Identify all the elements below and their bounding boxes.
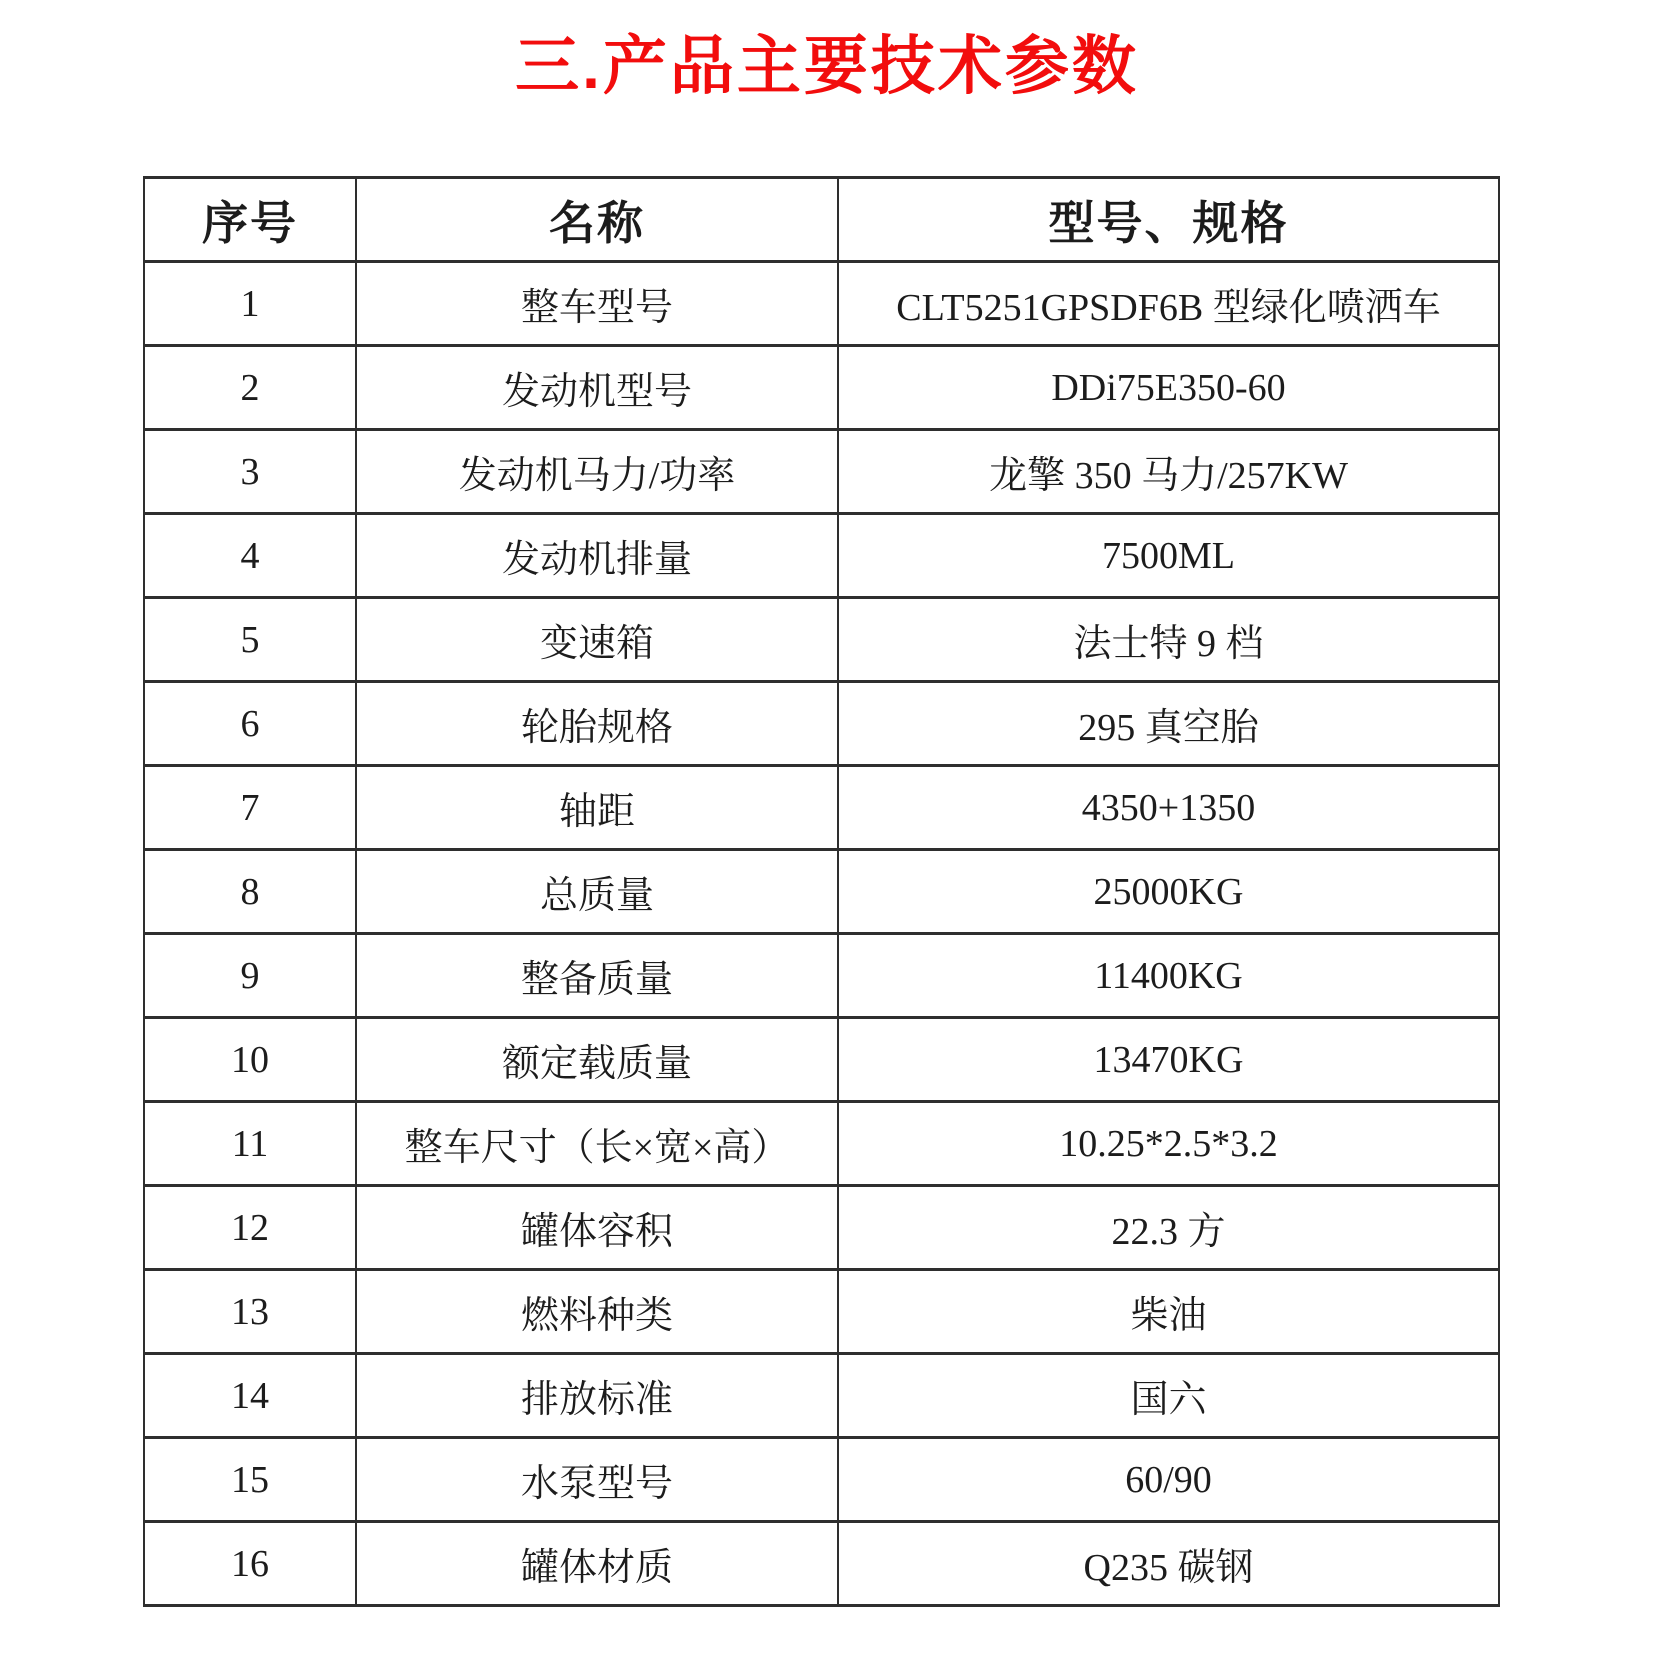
table-row — [144, 598, 1499, 682]
cell-index: 4 — [144, 514, 356, 598]
cell-spec: 60/90 — [838, 1438, 1499, 1522]
cell-index: 5 — [144, 598, 356, 682]
page-title: 三.产品主要技术参数 — [515, 30, 1139, 102]
cell-spec: 龙擎 350 马力/257KW — [838, 430, 1499, 514]
cell-spec: 4350+1350 — [838, 766, 1499, 850]
table-row — [144, 430, 1499, 514]
table-header-row — [144, 178, 1499, 262]
table-row — [144, 262, 1499, 346]
cell-index: 11 — [144, 1102, 356, 1186]
cell-spec: 295 真空胎 — [838, 682, 1499, 766]
cell-index: 16 — [144, 1522, 356, 1606]
table-row — [144, 346, 1499, 430]
table-row — [144, 1354, 1499, 1438]
cell-name: 罐体容积 — [356, 1186, 838, 1270]
cell-name: 发动机型号 — [356, 346, 838, 430]
table-row — [144, 850, 1499, 934]
cell-name: 轮胎规格 — [356, 682, 838, 766]
cell-index: 1 — [144, 262, 356, 346]
cell-spec: 柴油 — [838, 1270, 1499, 1354]
cell-name: 罐体材质 — [356, 1522, 838, 1606]
cell-spec: 法士特 9 档 — [838, 598, 1499, 682]
cell-name: 变速箱 — [356, 598, 838, 682]
table-row — [144, 1438, 1499, 1522]
cell-index: 8 — [144, 850, 356, 934]
cell-spec: Q235 碳钢 — [838, 1522, 1499, 1606]
cell-name: 燃料种类 — [356, 1270, 838, 1354]
table-body — [144, 262, 1499, 1606]
cell-name: 排放标准 — [356, 1354, 838, 1438]
spec-table — [143, 176, 1500, 1607]
cell-name: 发动机马力/功率 — [356, 430, 838, 514]
cell-index: 14 — [144, 1354, 356, 1438]
cell-index: 9 — [144, 934, 356, 1018]
cell-index: 12 — [144, 1186, 356, 1270]
cell-spec: 7500ML — [838, 514, 1499, 598]
cell-index: 13 — [144, 1270, 356, 1354]
table-row — [144, 1270, 1499, 1354]
cell-index: 7 — [144, 766, 356, 850]
table-row — [144, 682, 1499, 766]
cell-name: 整车尺寸（长×宽×高） — [356, 1102, 838, 1186]
table-row — [144, 1102, 1499, 1186]
cell-spec: CLT5251GPSDF6B 型绿化喷洒车 — [838, 262, 1499, 346]
cell-spec: 13470KG — [838, 1018, 1499, 1102]
table-row — [144, 766, 1499, 850]
cell-name: 轴距 — [356, 766, 838, 850]
cell-name: 总质量 — [356, 850, 838, 934]
cell-name: 发动机排量 — [356, 514, 838, 598]
table-row — [144, 1186, 1499, 1270]
cell-spec: 10.25*2.5*3.2 — [838, 1102, 1499, 1186]
table-row — [144, 1522, 1499, 1606]
cell-name: 水泵型号 — [356, 1438, 838, 1522]
cell-spec: 22.3 方 — [838, 1186, 1499, 1270]
table-row — [144, 934, 1499, 1018]
cell-index: 6 — [144, 682, 356, 766]
cell-index: 2 — [144, 346, 356, 430]
cell-spec: 11400KG — [838, 934, 1499, 1018]
table-row — [144, 1018, 1499, 1102]
cell-spec: 国六 — [838, 1354, 1499, 1438]
cell-spec: DDi75E350-60 — [838, 346, 1499, 430]
cell-index: 15 — [144, 1438, 356, 1522]
cell-name: 额定载质量 — [356, 1018, 838, 1102]
cell-index: 10 — [144, 1018, 356, 1102]
cell-name: 整车型号 — [356, 262, 838, 346]
column-header-name: 名称 — [356, 178, 838, 262]
column-header-index: 序号 — [144, 178, 356, 262]
table-row — [144, 514, 1499, 598]
cell-spec: 25000KG — [838, 850, 1499, 934]
column-header-spec: 型号、规格 — [838, 178, 1499, 262]
cell-index: 3 — [144, 430, 356, 514]
cell-name: 整备质量 — [356, 934, 838, 1018]
